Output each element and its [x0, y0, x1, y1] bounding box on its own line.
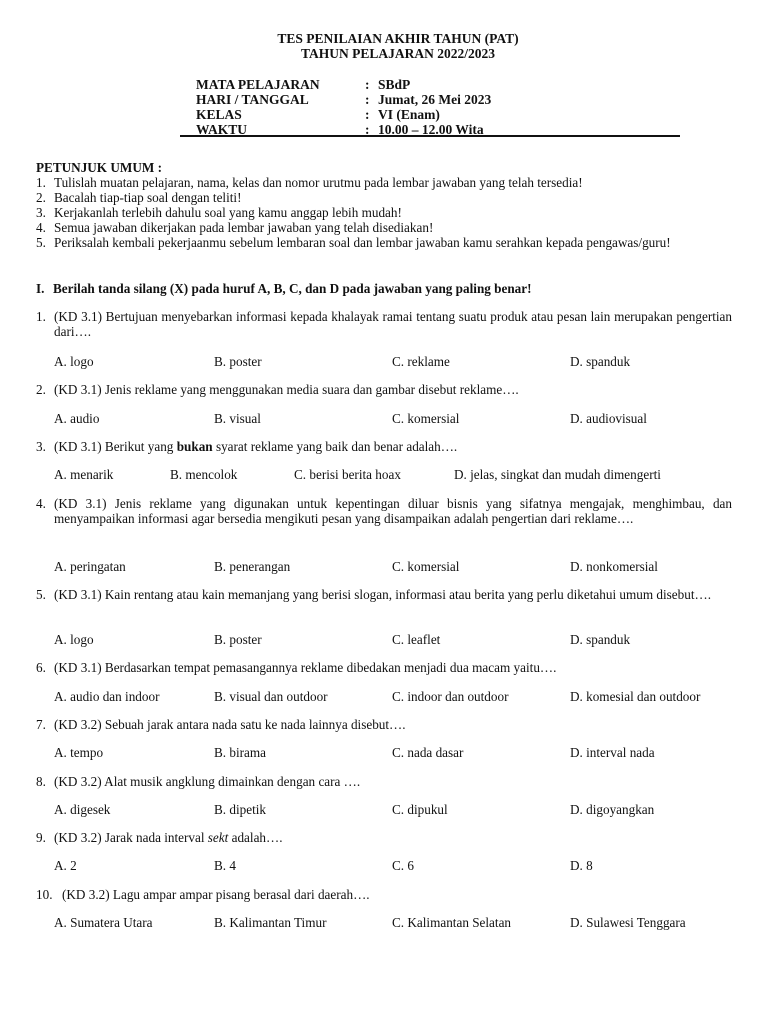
options-6: [54, 689, 734, 704]
option-d[interactable]: D. 8: [570, 858, 593, 873]
question-text: (KD 3.1) Kain rentang atau kain memanjang yang berisi slogan, informasi atau berita yang perlu diketahui umum disebut….: [54, 587, 711, 602]
instruction-number: 2.: [36, 190, 46, 205]
question-number: 2.: [36, 382, 46, 397]
info-colon: :: [365, 107, 370, 122]
instruction-text: Periksalah kembali pekerjaanmu sebelum lembaran soal dan lembar jawaban kamu serahkan kepada pengawas/guru!: [54, 235, 671, 250]
options-7: [54, 745, 734, 760]
question-text: [36, 830, 732, 845]
question-number: 1.: [36, 309, 46, 324]
question-text: [36, 439, 732, 454]
question-8: [36, 774, 732, 789]
question-text-emphasis: bukan: [176, 439, 213, 454]
instruction-number: 5.: [36, 235, 46, 250]
options-4: [54, 559, 734, 574]
question-2: [36, 382, 732, 397]
info-label: WAKTU: [196, 122, 248, 137]
question-number: 8.: [36, 774, 46, 789]
info-label: MATA PELAJARAN: [196, 77, 320, 92]
option-d[interactable]: D. spanduk: [570, 354, 631, 369]
instruction-text: Semua jawaban dikerjakan pada lembar jawaban yang telah disediakan!: [54, 220, 434, 235]
option-b[interactable]: B. Kalimantan Timur: [214, 915, 327, 930]
option-d[interactable]: D. audiovisual: [570, 411, 647, 426]
option-b[interactable]: B. visual dan outdoor: [214, 689, 328, 704]
question-text: (KD 3.1) Jenis reklame yang menggunakan media suara dan gambar disebut reklame….: [54, 382, 519, 397]
info-colon: :: [365, 122, 370, 137]
option-b[interactable]: B. visual: [214, 411, 261, 426]
question-number: 7.: [36, 717, 46, 732]
option-b[interactable]: B. birama: [214, 745, 267, 760]
header-divider: [180, 135, 680, 137]
option-c[interactable]: C. berisi berita hoax: [294, 467, 401, 482]
info-value: VI (Enam): [378, 107, 440, 122]
option-a[interactable]: A. peringatan: [54, 559, 126, 574]
question-10: [36, 887, 732, 902]
option-d[interactable]: D. nonkomersial: [570, 559, 658, 574]
instruction-text: Kerjakanlah terlebih dahulu soal yang kamu anggap lebih mudah!: [54, 205, 402, 220]
option-c[interactable]: C. komersial: [392, 411, 460, 426]
option-d[interactable]: D. Sulawesi Tenggara: [570, 915, 686, 930]
option-c[interactable]: C. Kalimantan Selatan: [392, 915, 512, 930]
option-a[interactable]: A. menarik: [54, 467, 114, 482]
option-a[interactable]: A. audio: [54, 411, 100, 426]
option-a[interactable]: A. Sumatera Utara: [54, 915, 153, 930]
option-d[interactable]: D. interval nada: [570, 745, 655, 760]
option-b[interactable]: B. 4: [214, 858, 236, 873]
instruction-number: 4.: [36, 220, 46, 235]
option-d[interactable]: D. spanduk: [570, 632, 631, 647]
instruction-item: [36, 190, 732, 205]
info-value: Jumat, 26 Mei 2023: [378, 92, 492, 107]
info-colon: :: [365, 77, 370, 92]
options-8: [54, 802, 734, 817]
exam-title: TES PENILAIAN AKHIR TAHUN (PAT): [277, 31, 519, 46]
question-text: (KD 3.1) Bertujuan menyebarkan informasi kepada khalayak ramai tentang suatu produk atau pesan lain merupakan pengertian dari….: [54, 309, 732, 339]
exam-year: TAHUN PELAJARAN 2022/2023: [300, 46, 495, 61]
instruction-item: [36, 175, 732, 190]
options-5: [54, 632, 734, 647]
info-row-subject: [196, 77, 491, 92]
question-text-part: (KD 3.2) Jarak nada interval: [54, 830, 208, 845]
section-number: I.: [36, 281, 45, 296]
option-b[interactable]: B. poster: [214, 632, 262, 647]
option-a[interactable]: A. digesek: [54, 802, 111, 817]
question-number: 6.: [36, 660, 46, 675]
options-1: [54, 354, 734, 369]
question-5: [36, 587, 732, 602]
instruction-number: 3.: [36, 205, 46, 220]
instructions-list: [36, 175, 732, 250]
option-b[interactable]: B. poster: [214, 354, 262, 369]
option-c[interactable]: C. reklame: [392, 354, 450, 369]
question-7: [36, 717, 732, 732]
question-number: 5.: [36, 587, 46, 602]
option-a[interactable]: A. audio dan indoor: [54, 689, 160, 704]
instruction-text: Bacalah tiap-tiap soal dengan teliti!: [54, 190, 242, 205]
info-value: 10.00 – 12.00 Wita: [378, 122, 484, 137]
question-text-emphasis: sekt: [207, 830, 229, 845]
options-9: [54, 858, 734, 873]
question-1: [36, 309, 732, 339]
option-b[interactable]: B. dipetik: [214, 802, 267, 817]
question-text: (KD 3.2) Sebuah jarak antara nada satu ke nada lainnya disebut….: [54, 717, 406, 732]
instruction-item: [36, 220, 732, 235]
option-c[interactable]: C. indoor dan outdoor: [392, 689, 509, 704]
instruction-item: [36, 235, 732, 250]
option-c[interactable]: C. komersial: [392, 559, 460, 574]
option-d[interactable]: D. digoyangkan: [570, 802, 655, 817]
section-heading: [36, 281, 532, 296]
question-3: [36, 439, 732, 454]
question-6: [36, 660, 732, 675]
info-label: HARI / TANGGAL: [196, 92, 309, 107]
question-text: (KD 3.1) Jenis reklame yang digunakan untuk kepentingan diluar bisnis yang sifatnya mengajak, menghimbau, dan menyampaikan informasi agar bersedia mengikuti pesan yang disampaikan adalah pengertian dari reklame….: [54, 496, 732, 526]
option-c[interactable]: C. dipukul: [392, 802, 448, 817]
option-c[interactable]: C. leaflet: [392, 632, 441, 647]
question-text: (KD 3.2) Lagu ampar ampar pisang berasal dari daerah….: [62, 887, 370, 902]
instruction-item: [36, 205, 732, 220]
option-b[interactable]: B. penerangan: [214, 559, 291, 574]
info-label: KELAS: [196, 107, 242, 122]
option-d[interactable]: D. jelas, singkat dan mudah dimengerti: [454, 467, 661, 482]
question-9: [36, 830, 732, 845]
question-text-part: adalah….: [228, 830, 283, 845]
exam-info-block: [196, 77, 491, 137]
option-a[interactable]: A. logo: [54, 354, 94, 369]
question-text-part: (KD 3.1) Berikut yang: [54, 439, 177, 454]
question-number: 4.: [36, 496, 46, 511]
options-3: [54, 467, 734, 482]
question-text: (KD 3.1) Berdasarkan tempat pemasangannya reklame dibedakan menjadi dua macam yaitu….: [54, 660, 557, 675]
info-value: SBdP: [378, 77, 411, 92]
option-a[interactable]: A. 2: [54, 858, 77, 873]
info-colon: :: [365, 92, 370, 107]
question-text-part: syarat reklame yang baik dan benar adalah….: [212, 439, 458, 454]
info-row-date: [196, 92, 491, 107]
options-2: [54, 411, 734, 426]
section-title: Berilah tanda silang (X) pada huruf A, B, C, dan D pada jawaban yang paling benar!: [53, 281, 532, 296]
instruction-number: 1.: [36, 175, 46, 190]
instruction-text: Tulislah muatan pelajaran, nama, kelas dan nomor urutmu pada lembar jawaban yang telah tersedia!: [54, 175, 583, 190]
question-4: [36, 496, 732, 526]
question-number: 10.: [36, 887, 53, 902]
question-text: (KD 3.2) Alat musik angklung dimainkan dengan cara ….: [54, 774, 361, 789]
info-row-class: [196, 107, 491, 122]
option-d[interactable]: D. komesial dan outdoor: [570, 689, 701, 704]
question-number: 3.: [36, 439, 46, 454]
question-number: 9.: [36, 830, 46, 845]
options-10: [54, 915, 734, 930]
instructions-heading: PETUNJUK UMUM :: [36, 160, 162, 175]
option-a[interactable]: A. tempo: [54, 745, 104, 760]
option-c[interactable]: C. 6: [392, 858, 414, 873]
option-a[interactable]: A. logo: [54, 632, 94, 647]
option-b[interactable]: B. mencolok: [170, 467, 238, 482]
option-c[interactable]: C. nada dasar: [392, 745, 464, 760]
